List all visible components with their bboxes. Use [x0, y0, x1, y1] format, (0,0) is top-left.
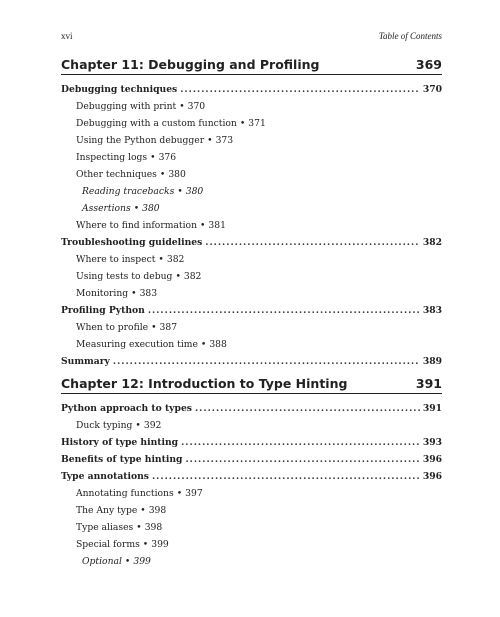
toc-subsection-entry[interactable] — [76, 219, 226, 233]
entry-page: 383 — [422, 305, 442, 316]
entry-label: Summary — [61, 356, 110, 367]
entry-label: Assertions — [82, 203, 131, 214]
entry-page: 397 — [185, 488, 203, 499]
toc-subsection-entry[interactable] — [76, 287, 157, 301]
chapter-title: Chapter 12: Introduction to Type Hinting — [61, 376, 348, 391]
toc-subsection-entry[interactable] — [76, 134, 233, 148]
entry-label: Where to inspect — [76, 254, 156, 265]
chapter-title: Chapter 11: Debugging and Profiling — [61, 57, 320, 72]
toc-section-entry[interactable] — [61, 236, 442, 250]
bullet-separator: • — [175, 271, 181, 282]
entry-label: Debugging with print — [76, 101, 177, 112]
dot-leader — [148, 304, 420, 318]
toc-subsubsection-entry[interactable] — [82, 555, 151, 569]
entry-page: 370 — [422, 84, 442, 95]
dot-leader — [152, 470, 420, 484]
entry-label: Troubleshooting guidelines — [61, 237, 203, 248]
bullet-separator: • — [142, 539, 149, 550]
bullet-separator: • — [176, 488, 183, 499]
toc-subsection-entry[interactable] — [76, 168, 186, 182]
bullet-separator: • — [135, 420, 141, 431]
entry-page: 376 — [158, 152, 177, 163]
entry-page: 382 — [183, 271, 202, 282]
bullet-separator: • — [158, 254, 164, 265]
entry-page: 398 — [144, 522, 163, 533]
entry-page: 388 — [209, 339, 227, 350]
toc-subsection-entry[interactable] — [76, 538, 169, 552]
toc-subsection-entry[interactable] — [76, 321, 177, 335]
bullet-separator: • — [133, 203, 140, 214]
toc-subsection-entry[interactable] — [76, 117, 266, 131]
entry-page: 391 — [422, 403, 442, 414]
entry-label: When to profile — [76, 322, 149, 333]
entry-label: Benefits of type hinting — [61, 454, 183, 465]
bullet-separator: • — [200, 220, 206, 231]
entry-page: 399 — [133, 556, 151, 567]
entry-label: Monitoring — [76, 288, 129, 299]
entry-page: 381 — [208, 220, 226, 231]
toc-section-entry[interactable] — [61, 470, 442, 484]
toc-subsection-entry[interactable] — [76, 270, 201, 284]
entry-page: 396 — [422, 471, 442, 482]
bullet-separator: • — [207, 135, 213, 146]
entry-label: Special forms — [76, 539, 140, 550]
entry-label: Duck typing — [76, 420, 133, 431]
running-title: Table of Contents — [378, 31, 442, 41]
toc-section-entry[interactable] — [61, 453, 442, 467]
bullet-separator: • — [159, 169, 166, 180]
entry-label: Debugging techniques — [61, 84, 178, 95]
bullet-separator: • — [124, 556, 131, 567]
entry-page: 380 — [142, 203, 160, 214]
entry-label: Measuring execution time — [76, 339, 198, 350]
toc-subsection-entry[interactable] — [76, 253, 184, 267]
entry-page: 380 — [185, 186, 204, 197]
entry-label: Inspecting logs — [76, 152, 148, 163]
entry-label: History of type hinting — [61, 437, 179, 448]
toc-section-entry[interactable] — [61, 355, 442, 369]
toc-section-entry[interactable] — [61, 304, 442, 318]
entry-page: 370 — [187, 101, 206, 112]
entry-page: 393 — [422, 437, 442, 448]
toc-subsection-entry[interactable] — [76, 504, 166, 518]
entry-page: 371 — [248, 118, 266, 129]
entry-page: 373 — [215, 135, 234, 146]
entry-label: Where to find information — [76, 220, 197, 231]
toc-subsection-entry[interactable] — [76, 338, 227, 352]
toc-section-entry[interactable] — [61, 83, 442, 97]
bullet-separator: • — [239, 118, 246, 129]
entry-page: 399 — [151, 539, 169, 550]
chapter-page: 391 — [415, 376, 442, 391]
chapter-heading-11[interactable] — [61, 54, 442, 75]
toc-subsection-entry[interactable] — [76, 487, 203, 501]
toc-section-entry[interactable] — [61, 436, 442, 450]
toc-subsubsection-entry[interactable] — [82, 185, 203, 199]
bullet-separator: • — [136, 522, 142, 533]
dot-leader — [185, 453, 419, 467]
entry-label: Type aliases — [76, 522, 134, 533]
entry-page: 382 — [166, 254, 185, 265]
toc-subsection-entry[interactable] — [76, 151, 176, 165]
entry-page: 382 — [422, 237, 442, 248]
toc-subsection-entry[interactable] — [76, 521, 162, 535]
entry-page: 396 — [422, 454, 442, 465]
toc-subsection-entry[interactable] — [76, 100, 205, 114]
bullet-separator: • — [131, 288, 137, 299]
bullet-separator: • — [150, 152, 156, 163]
entry-page: 387 — [159, 322, 178, 333]
bullet-separator: • — [151, 322, 157, 333]
bullet-separator: • — [177, 186, 183, 197]
entry-label: Using tests to debug — [76, 271, 173, 282]
dot-leader — [195, 402, 420, 416]
entry-page: 392 — [143, 420, 162, 431]
chapter-page: 369 — [415, 57, 442, 72]
running-header — [61, 31, 442, 45]
entry-label: Other techniques — [76, 169, 157, 180]
dot-leader — [181, 436, 420, 450]
entry-page: 389 — [422, 356, 442, 367]
toc-section-entry[interactable] — [61, 402, 442, 416]
bullet-separator: • — [179, 101, 185, 112]
toc-subsubsection-entry[interactable] — [82, 202, 160, 216]
entry-label: Type annotations — [61, 471, 149, 482]
entry-label: The Any type — [76, 505, 138, 516]
entry-page: 383 — [139, 288, 158, 299]
dot-leader — [113, 355, 420, 369]
entry-label: Profiling Python — [61, 305, 145, 316]
entry-label: Annotating functions — [76, 488, 174, 499]
page-number: xvi — [61, 31, 73, 41]
entry-label: Python approach to types — [61, 403, 192, 414]
dot-leader — [205, 236, 420, 250]
bullet-separator: • — [140, 505, 146, 516]
entry-label: Using the Python debugger — [76, 135, 205, 146]
chapter-heading-12[interactable] — [61, 373, 442, 394]
toc-subsection-entry[interactable] — [76, 419, 161, 433]
entry-page: 398 — [148, 505, 167, 516]
entry-label: Debugging with a custom function — [76, 118, 237, 129]
dot-leader — [180, 83, 420, 97]
bullet-separator: • — [200, 339, 207, 350]
entry-label: Reading tracebacks — [82, 186, 175, 197]
entry-page: 380 — [168, 169, 186, 180]
entry-label: Optional — [82, 556, 122, 567]
